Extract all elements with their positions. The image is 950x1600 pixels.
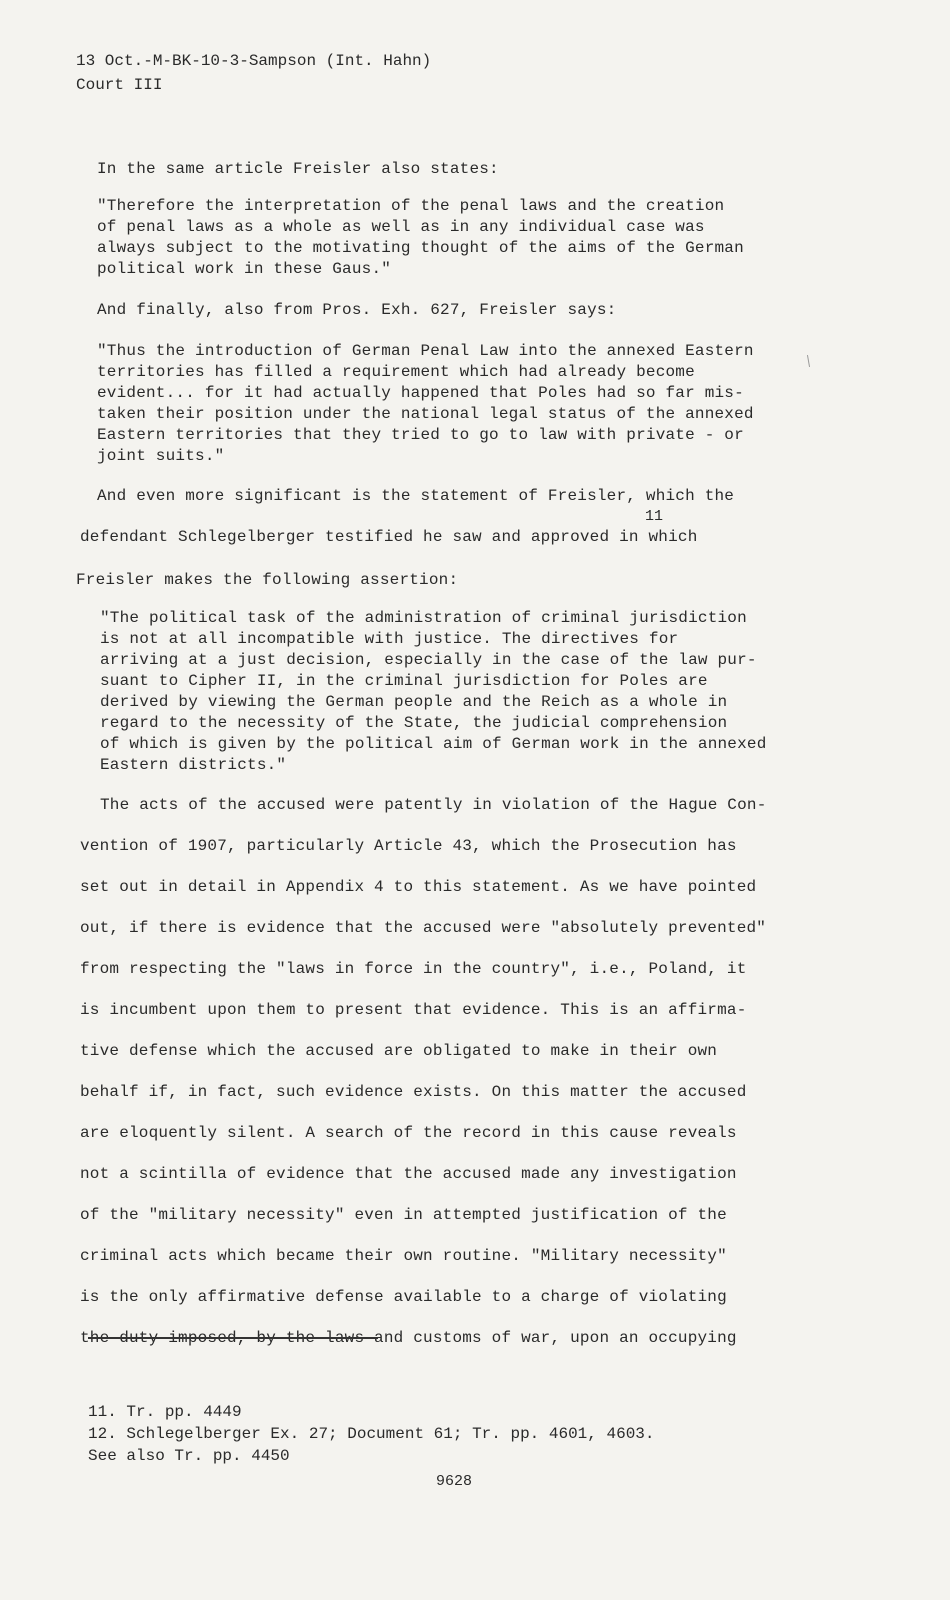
body-line: not a scintilla of evidence that the accused made any investigation: [80, 1165, 737, 1183]
quote-line: political work in these Gaus.": [97, 260, 392, 278]
body-line: set out in detail in Appendix 4 to this statement. As we have pointed: [80, 878, 757, 896]
quote-line: of which is given by the political aim of German work in the annexed: [100, 735, 767, 753]
quote-line: evident... for it had actually happened that Poles had so far mis-: [97, 384, 744, 402]
quote-line: of penal laws as a whole as well as in any individual case was: [97, 218, 705, 236]
quote-line: "Thus the introduction of German Penal Law into the annexed Eastern: [97, 342, 754, 360]
header-reference: 13 Oct.-M-BK-10-3-Sampson (Int. Hahn): [76, 52, 432, 70]
body-line: out, if there is evidence that the accused were "absolutely prevented": [80, 919, 767, 937]
quote-line: territories has filled a requirement which had already become: [97, 363, 695, 381]
footnote-divider: [88, 1337, 378, 1339]
quote-line: "Therefore the interpretation of the penal laws and the creation: [97, 197, 725, 215]
body-line: behalf if, in fact, such evidence exists. On this matter the accused: [80, 1083, 747, 1101]
page-number: 9628: [436, 1473, 473, 1490]
body-line: vention of 1907, particularly Article 43, which the Prosecution has: [80, 837, 737, 855]
body-line: is incumbent upon them to present that evidence. This is an affirma-: [80, 1001, 747, 1019]
body-line: In the same article Freisler also states:: [97, 160, 499, 178]
quote-line: suant to Cipher II, in the criminal jurisdiction for Poles are: [100, 672, 708, 690]
margin-mark: [807, 355, 810, 367]
quote-line: regard to the necessity of the State, the judicial comprehension: [100, 714, 728, 732]
footnote: 11. Tr. pp. 4449: [88, 1403, 242, 1421]
footnote: 12. Schlegelberger Ex. 27; Document 61; Tr. pp. 4601, 4603.: [88, 1425, 655, 1443]
body-line: from respecting the "laws in force in the country", i.e., Poland, it: [80, 960, 747, 978]
quote-line: taken their position under the national legal status of the annexed: [97, 405, 754, 423]
body-line: Freisler makes the following assertion:: [76, 571, 459, 589]
quote-line: arriving at a just decision, especially in the case of the law pur-: [100, 651, 757, 669]
quote-line: is not at all incompatible with justice. The directives for: [100, 630, 679, 648]
quote-line: always subject to the motivating thought of the aims of the German: [97, 239, 744, 257]
body-line: defendant Schlegelberger testified he saw and approved in which: [80, 528, 698, 546]
footnote-marker: 11: [645, 508, 664, 525]
body-line: are eloquently silent. A search of the record in this cause reveals: [80, 1124, 737, 1142]
body-line: of the "military necessity" even in attempted justification of the: [80, 1206, 727, 1224]
quote-line: joint suits.": [97, 447, 225, 465]
body-line: criminal acts which became their own routine. "Military necessity": [80, 1247, 727, 1265]
body-line: And finally, also from Pros. Exh. 627, Freisler says:: [97, 301, 617, 319]
quote-line: Eastern territories that they tried to go to law with private - or: [97, 426, 744, 444]
body-line: tive defense which the accused are obligated to make in their own: [80, 1042, 718, 1060]
body-line: the duty imposed, by the laws and customs of war, upon an occupying: [80, 1329, 737, 1347]
quote-line: derived by viewing the German people and the Reich as a whole in: [100, 693, 728, 711]
body-line: The acts of the accused were patently in violation of the Hague Con-: [100, 796, 767, 814]
body-line: And even more significant is the statement of Freisler, which the: [97, 487, 735, 505]
footnote: See also Tr. pp. 4450: [88, 1447, 290, 1465]
body-line: is the only affirmative defense available to a charge of violating: [80, 1288, 727, 1306]
quote-line: Eastern districts.": [100, 756, 287, 774]
header-court: Court III: [76, 76, 163, 94]
quote-line: "The political task of the administration of criminal jurisdiction: [100, 609, 747, 627]
